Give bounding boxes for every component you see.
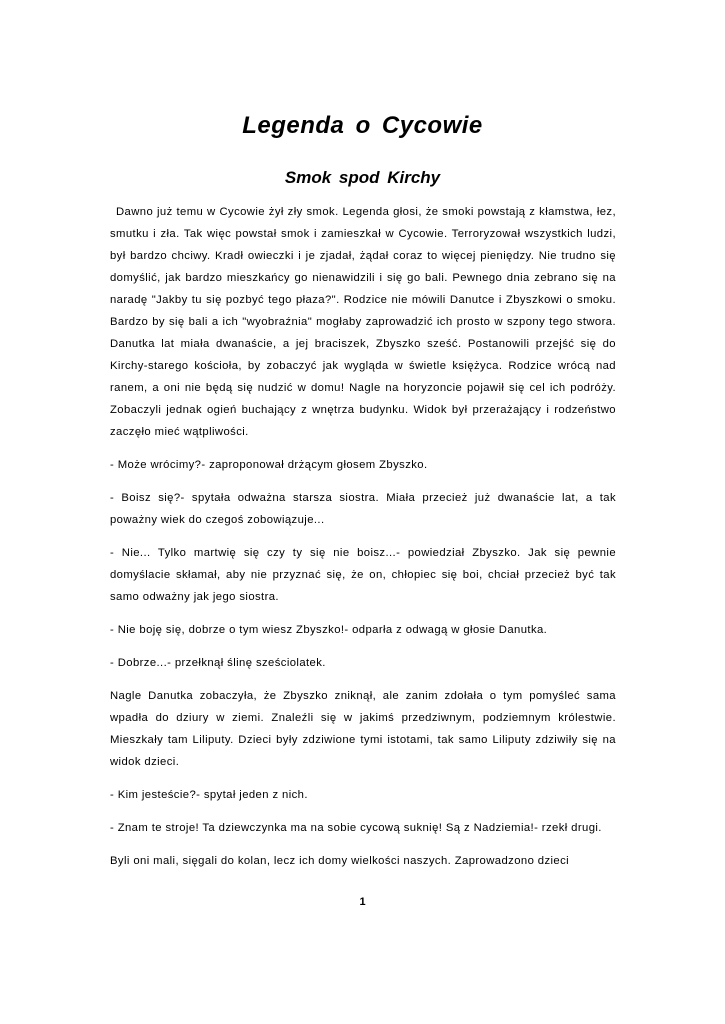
paragraph-dialogue: - Kim jesteście?- spytał jeden z nich. xyxy=(110,789,308,801)
document-title: Legenda o Cycowie xyxy=(242,112,483,139)
paragraph-narration: Nagle Danutka zobaczyła, że Zbyszko zniknął, ale zanim zdołała o tym pomyśleć sama wpadła do dziury w ziemi. Znaleźli się w jakimś przedziwnym, podziemnym królestwie. Mieszkały tam Liliputy. Dzieci były zdziwione tymi istotami, tak samo Liliputy zdziwiły się na widok dzieci. xyxy=(110,690,616,768)
document-subtitle: Smok spod Kirchy xyxy=(284,168,441,187)
document-body xyxy=(110,201,616,872)
paragraph-dialogue: - Znam te stroje! Ta dziewczynka ma na sobie cycową suknię! Są z Nadziemia!- rzekł drugi. xyxy=(110,822,602,834)
paragraph-narration: Byli oni mali, sięgali do kolan, lecz ich domy wielkości naszych. Zaprowadzono dzieci xyxy=(110,855,570,867)
paragraph-dialogue: - Nie... Tylko martwię się czy ty się nie boisz...- powiedział Zbyszko. Jak się pewnie domyślacie skłamał, aby nie przyznać się, że on, chłopiec się boi, chciał przecież być tak samo odważny jak jego siostra. xyxy=(110,547,616,603)
paragraph-dialogue: - Może wrócimy?- zaproponował drżącym głosem Zbyszko. xyxy=(110,459,428,471)
paragraph-dialogue: - Boisz się?- spytała odważna starsza siostra. Miała przecież już dwanaście lat, a tak poważny wiek do czegoś zobowiązuje... xyxy=(110,492,616,526)
paragraph-dialogue: - Nie boję się, dobrze o tym wiesz Zbyszko!- odparła z odwagą w głosie Danutka. xyxy=(110,624,548,636)
paragraph-dialogue: - Dobrze...- przełknął ślinę sześciolatek. xyxy=(110,657,326,669)
page-number: 1 xyxy=(359,896,366,908)
paragraph-intro: Dawno już temu w Cycowie żył zły smok. Legenda głosi, że smoki powstają z kłamstwa, łez, smutku i zła. Tak więc powstał smok i zamieszkał w Cycowie. Terroryzował wszystkich ludzi, był bardzo chciwy. Kradł owieczki i je zjadał, żądał coraz to więcej pieniędzy. Nie trudno się domyślić, jak bardzo mieszkańcy go nienawidzili i się go bali. Pewnego dnia zebrano się na naradę "Jakby tu się pozbyć tego płaza?". Rodzice nie mówili Danutce i Zbyszkowi o smoku. Bardzo by się bali a ich "wyobraźnia" mogłaby zaprowadzić ich prosto w szpony tego stwora. Danutka lat miała dwanaście, a jej braciszek, Zbyszko sześć. Postanowili przejść się do Kirchy-starego kościoła, by zobaczyć jak wygląda w świetle księżyca. Rodzice wrócą nad ranem, a oni nie będą się nudzić w domu! Nagle na horyzoncie pojawił się cel ich podróży. Zobaczyli jednak ogień buchający z wnętrza budynku. Widok był przerażający i rodzeństwo zaczęło mieć wątpliwości. xyxy=(110,206,616,438)
